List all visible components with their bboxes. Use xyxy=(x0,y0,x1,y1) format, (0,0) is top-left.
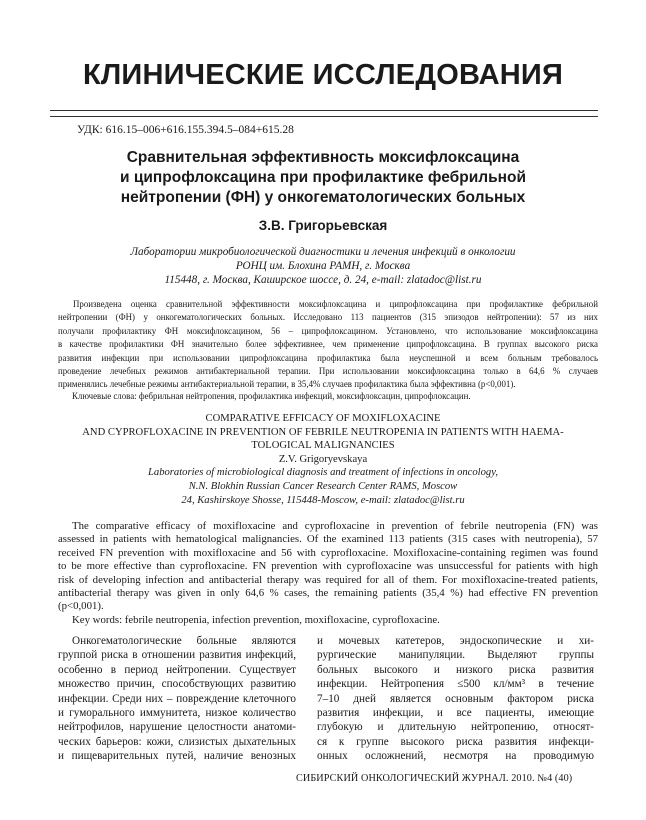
body-line: глубокую и длительную нейтропению, относят- xyxy=(317,721,594,734)
rubric-rule-top xyxy=(50,110,598,111)
body-line: множество причин, способствующих развитию xyxy=(58,678,296,691)
keywords-ru: Ключевые слова: фебрильная нейтропения, профилактика инфекций, моксифлоксацин, ципрофлоксацин. xyxy=(72,391,471,401)
abstract-en-line: The comparative efficacy of moxifloxacine and cyprofloxacine in prevention of febrile neutropenia (FN) was xyxy=(72,520,598,532)
body-line: больных высокого и низкого риска развития xyxy=(317,663,594,676)
affiliation-line: Лаборатории микробиологической диагностики и лечения инфекций в онкологии xyxy=(130,246,516,258)
body-line: инфекции. Нейтропения ≤500 кл/мм³ в течение xyxy=(317,678,594,691)
body-line: Онкогематологические больные являются xyxy=(72,635,296,647)
abstract-en-line: risk of developing infection and antibacterial therapy was required for all of them. For moxifloxacine-treated patients, xyxy=(58,573,598,586)
abstract-ru-line: в качестве профилактики ФН значительно более эффективнее, чем применение ципрофлоксацина. В группах высокого риска xyxy=(58,339,598,350)
body-line: онных осложнений, несмотря на проводимую xyxy=(317,750,594,763)
keywords-en: Key words: febrile neutropenia, infection prevention, moxifloxacine, cyprofloxacine. xyxy=(72,614,440,626)
abstract-ru-line: Произведена оценка сравнительной эффективности моксифлоксацина и ципрофлоксацина при профилактике фебрильной xyxy=(73,299,598,309)
body-line: и гуморального иммунитета, низкое количество xyxy=(58,707,296,720)
article-title xyxy=(60,148,586,208)
affiliation-line: РОНЦ им. Блохина РАМН, г. Москва xyxy=(235,260,411,272)
affiliation-line: 115448, г. Москва, Каширское шоссе, д. 24, e-mail: zlatadoc@list.ru xyxy=(164,274,482,286)
english-title-line: TOLOGICAL MALIGNANCIES xyxy=(251,440,395,452)
rubric-rule-bottom xyxy=(50,116,598,117)
english-header xyxy=(40,412,606,507)
body-line: и пищеварительных путей, наличие венозных xyxy=(58,750,296,763)
abstract-en-line: assessed in patients with hematological malignancies. Of the examined 113 patients (315 cases with neutropenia), 57 xyxy=(58,533,598,546)
abstract-ru-line: получали профилактику ФН моксифлоксацином, 56 – ципрофлоксацином. Установлено, что использование моксифлоксацина xyxy=(58,325,598,336)
body-column-right xyxy=(317,634,594,764)
abstract-ru xyxy=(58,298,598,392)
abstract-ru-line: применялись лечебные режимы антибактериальной терапии, в 35,4% случаев профилактика была эффективна (p<0,001). xyxy=(58,379,516,390)
english-affiliation-line: Laboratories of microbiological diagnosis and treatment of infections in oncology, xyxy=(148,467,498,479)
author-name: З.В. Григорьевская xyxy=(258,218,388,233)
section-rubric: КЛИНИЧЕСКИЕ ИССЛЕДОВАНИЯ xyxy=(82,59,564,91)
title-line: нейтропении (ФН) у онкогематологических больных xyxy=(120,189,526,206)
body-line: и мочевых катетеров, эндоскопические и хи- xyxy=(317,635,594,647)
body-line: особенно в период нейтропении. Существует xyxy=(58,663,296,676)
body-line: рургические манипуляции. Выделяют группы xyxy=(317,649,594,662)
body-line: развития инфекции, и все пациенты, имеющие xyxy=(317,707,594,720)
abstract-en-line: to be more effective than cyprofloxacine. FN prevention with cyprofloxacine was unsuccessful for patients with high xyxy=(58,560,598,573)
english-title-line: AND CYPROFLOXACINE IN PREVENTION OF FEBRILE NEUTROPENIA IN PATIENTS WITH HAEMA- xyxy=(82,426,564,438)
english-author: Z.V. Grigoryevskaya xyxy=(278,453,368,465)
udc-code: УДК: 616.15–006+616.155.394.5–084+615.28 xyxy=(77,124,294,136)
body-column-left xyxy=(58,634,296,764)
body-line: нейтрофилов, нарушение целостности анатоми- xyxy=(58,721,296,734)
abstract-ru-line: нейтропении (ФН) у онкогематологических больных. Исследовано 113 пациентов (315 эпизодов нейтропении): 57 из них xyxy=(58,312,598,323)
body-line: группой риска в отношении развития инфекций, xyxy=(58,649,296,662)
body-line: ся к группе высокого риска развития инфекци- xyxy=(317,735,594,748)
title-line: Сравнительная эффективность моксифлоксацина xyxy=(126,149,520,166)
body-line: 7–10 дней является основным фактором риска xyxy=(317,692,594,705)
body-line: инфекции. Среди них – повреждение клеточного xyxy=(58,692,296,705)
english-title-line: COMPARATIVE EFFICACY OF MOXIFLOXACINE xyxy=(205,413,441,424)
title-line: и ципрофлоксацина при профилактике фебрильной xyxy=(120,169,526,186)
english-affiliation-line: N.N. Blokhin Russian Cancer Research Center RAMS, Moscow xyxy=(188,480,458,492)
abstract-en xyxy=(58,520,598,614)
body-line: ческих барьеров: кожи, слизистых дыхательных xyxy=(58,735,296,748)
abstract-en-line: antibacterial therapy was given in only 64,6 % cases, the remaining patients (35,4 %) had effective FN prevention xyxy=(58,587,598,600)
journal-footer: СИБИРСКИЙ ОНКОЛОГИЧЕСКИЙ ЖУРНАЛ. 2010. №4 (40) xyxy=(296,773,573,784)
abstract-ru-line: развития инфекции при использовании ципрофлоксацина профилактика была неуспешной и всем больным требовалось xyxy=(58,352,598,363)
affiliation xyxy=(60,245,586,287)
english-affiliation-line: 24, Kashirskoye Shosse, 115448-Moscow, e-mail: zlatadoc@list.ru xyxy=(181,494,465,506)
abstract-en-line: received FN prevention with moxifloxacine and 56 with cyprofloxacine. Moxifloxacine-containing regimen was found xyxy=(58,546,598,559)
abstract-ru-line: проведение лечебных режимов антибактериальной терапии. При использовании моксифлоксацина только в 64,6 % случаев xyxy=(58,366,598,377)
abstract-en-line: (p<0,001). xyxy=(58,600,104,613)
